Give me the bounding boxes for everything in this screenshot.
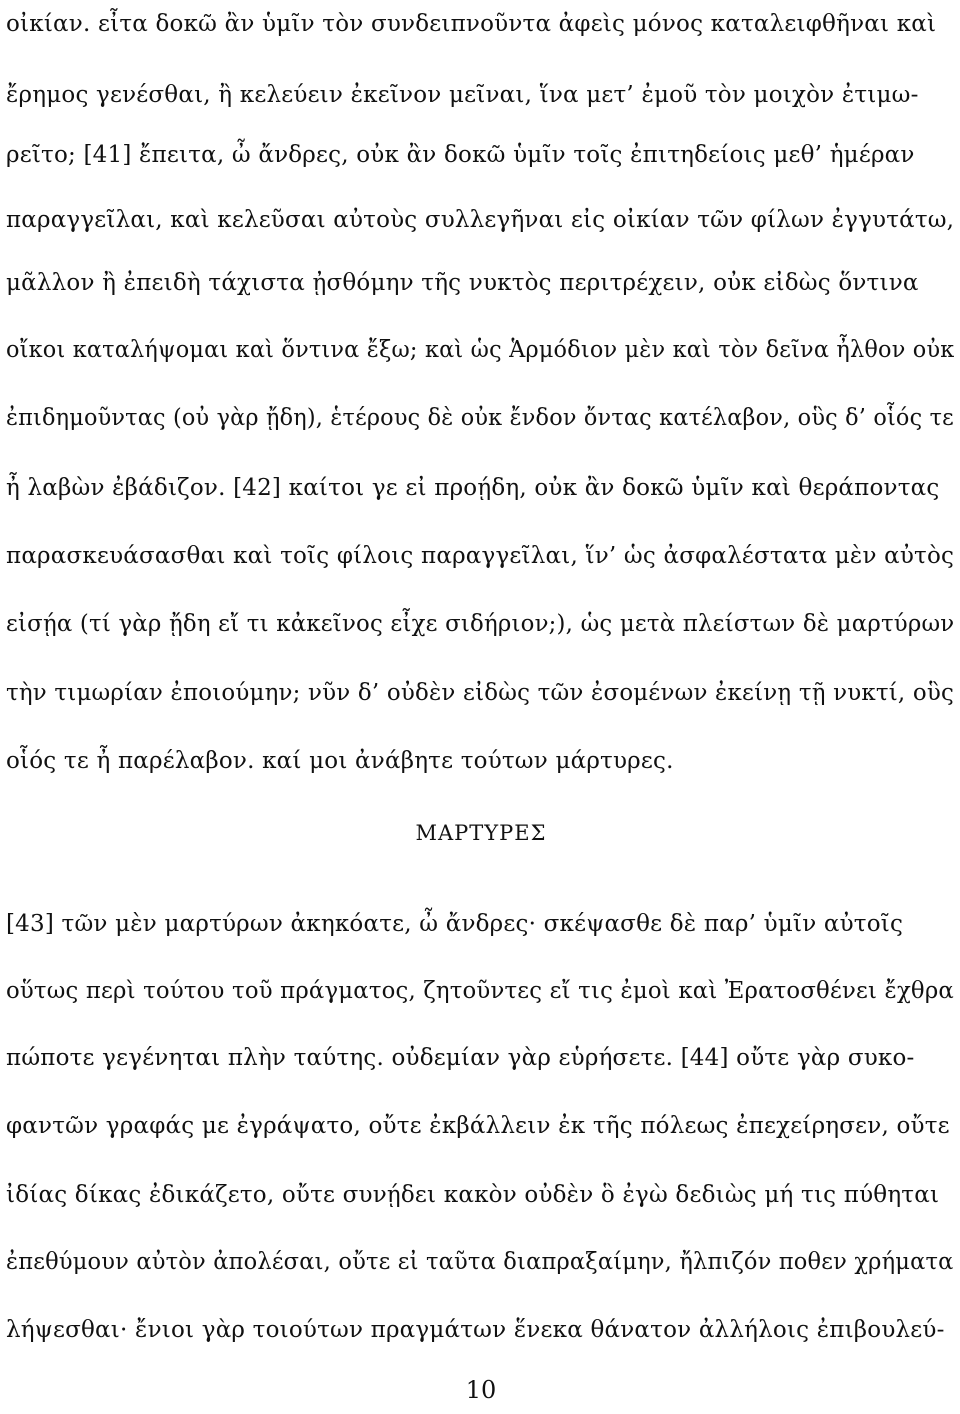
text-line: ρεῖτο; [41] ἔπειτα, ὦ ἄνδρες, οὐκ ἂν δοκῶ ὑμῖν τοῖς ἐπιτηδείοις μεθ’ ἡμέραν: [6, 142, 915, 168]
section-heading: ΜΑΡΤΥΡΕΣ: [415, 821, 547, 845]
text-line: φαντῶν γραφάς με ἐγράψατο, οὔτε ἐκβάλλειν ἐκ τῆς πόλεως ἐπεχείρησεν, οὔτε: [6, 1113, 950, 1139]
text-line: πώποτε γεγένηται πλὴν ταύτης. οὐδεμίαν γὰρ εὑρήσετε. [44] οὔτε γὰρ συκο-: [6, 1045, 915, 1071]
text-line: [43] τῶν μὲν μαρτύρων ἀκηκόατε, ὦ ἄνδρες· σκέψασθε δὲ παρ’ ὑμῖν αὐτοῖς: [6, 911, 904, 937]
text-line: ἐπιδημοῦντας (οὐ γὰρ ᾔδη), ἑτέρους δὲ οὐκ ἔνδον ὄντας κατέλαβον, οὓς δ’ οἷός τε: [6, 405, 954, 431]
document-page: [6, 0, 956, 1414]
text-line: μᾶλλον ἢ ἐπειδὴ τάχιστα ᾐσθόμην τῆς νυκτὸς περιτρέχειν, οὐκ εἰδὼς ὅντινα: [6, 270, 919, 296]
text-line: οἴκοι καταλήψομαι καὶ ὅντινα ἔξω; καὶ ὡς Ἁρμόδιον μὲν καὶ τὸν δεῖνα ἦλθον οὐκ: [6, 337, 955, 363]
text-line: ἔρημος γενέσθαι, ἢ κελεύειν ἐκεῖνον μεῖναι, ἵνα μετ’ ἐμοῦ τὸν μοιχὸν ἐτιμω-: [6, 82, 919, 108]
text-line: οἷός τε ἦ παρέλαβον. καί μοι ἀνάβητε τούτων μάρτυρες.: [6, 748, 674, 774]
text-line: παρασκευάσασθαι καὶ τοῖς φίλοις παραγγεῖλαι, ἵν’ ὡς ἀσφαλέστατα μὲν αὐτὸς: [6, 543, 955, 569]
text-line: παραγγεῖλαι, καὶ κελεῦσαι αὐτοὺς συλλεγῆναι εἰς οἰκίαν τῶν φίλων ἐγγυτάτω,: [6, 207, 955, 233]
text-line: λήψεσθαι· ἔνιοι γὰρ τοιούτων πραγμάτων ἕνεκα θάνατον ἀλλήλοις ἐπιβουλεύ-: [6, 1317, 945, 1343]
page-number: 10: [465, 1376, 497, 1404]
text-line: εἰσῄα (τί γὰρ ᾔδη εἴ τι κἀκεῖνος εἶχε σιδήριον;), ὡς μετὰ πλείστων δὲ μαρτύρων: [6, 611, 955, 637]
text-line: ἦ λαβὼν ἐβάδιζον. [42] καίτοι γε εἰ προῄδη, οὐκ ἂν δοκῶ ὑμῖν καὶ θεράποντας: [6, 475, 940, 501]
text-line: οἰκίαν. εἶτα δοκῶ ἂν ὑμῖν τὸν συνδειπνοῦντα ἀφεὶς μόνος καταλειφθῆναι καὶ: [6, 11, 937, 37]
text-line: τὴν τιμωρίαν ἐποιούμην; νῦν δ’ οὐδὲν εἰδὼς τῶν ἐσομένων ἐκείνῃ τῇ νυκτί, οὓς: [6, 680, 955, 706]
text-line: οὕτως περὶ τούτου τοῦ πράγματος, ζητοῦντες εἴ τις ἐμοὶ καὶ Ἐρατοσθένει ἔχθρα: [6, 978, 954, 1004]
text-line: ἰδίας δίκας ἐδικάζετο, οὔτε συνῄδει κακὸν οὐδὲν ὃ ἐγὼ δεδιὼς μή τις πύθηται: [6, 1182, 940, 1208]
text-line: ἐπεθύμουν αὐτὸν ἀπολέσαι, οὔτε εἰ ταῦτα διαπραξαίμην, ἤλπιζόν ποθεν χρήματα: [6, 1249, 954, 1275]
